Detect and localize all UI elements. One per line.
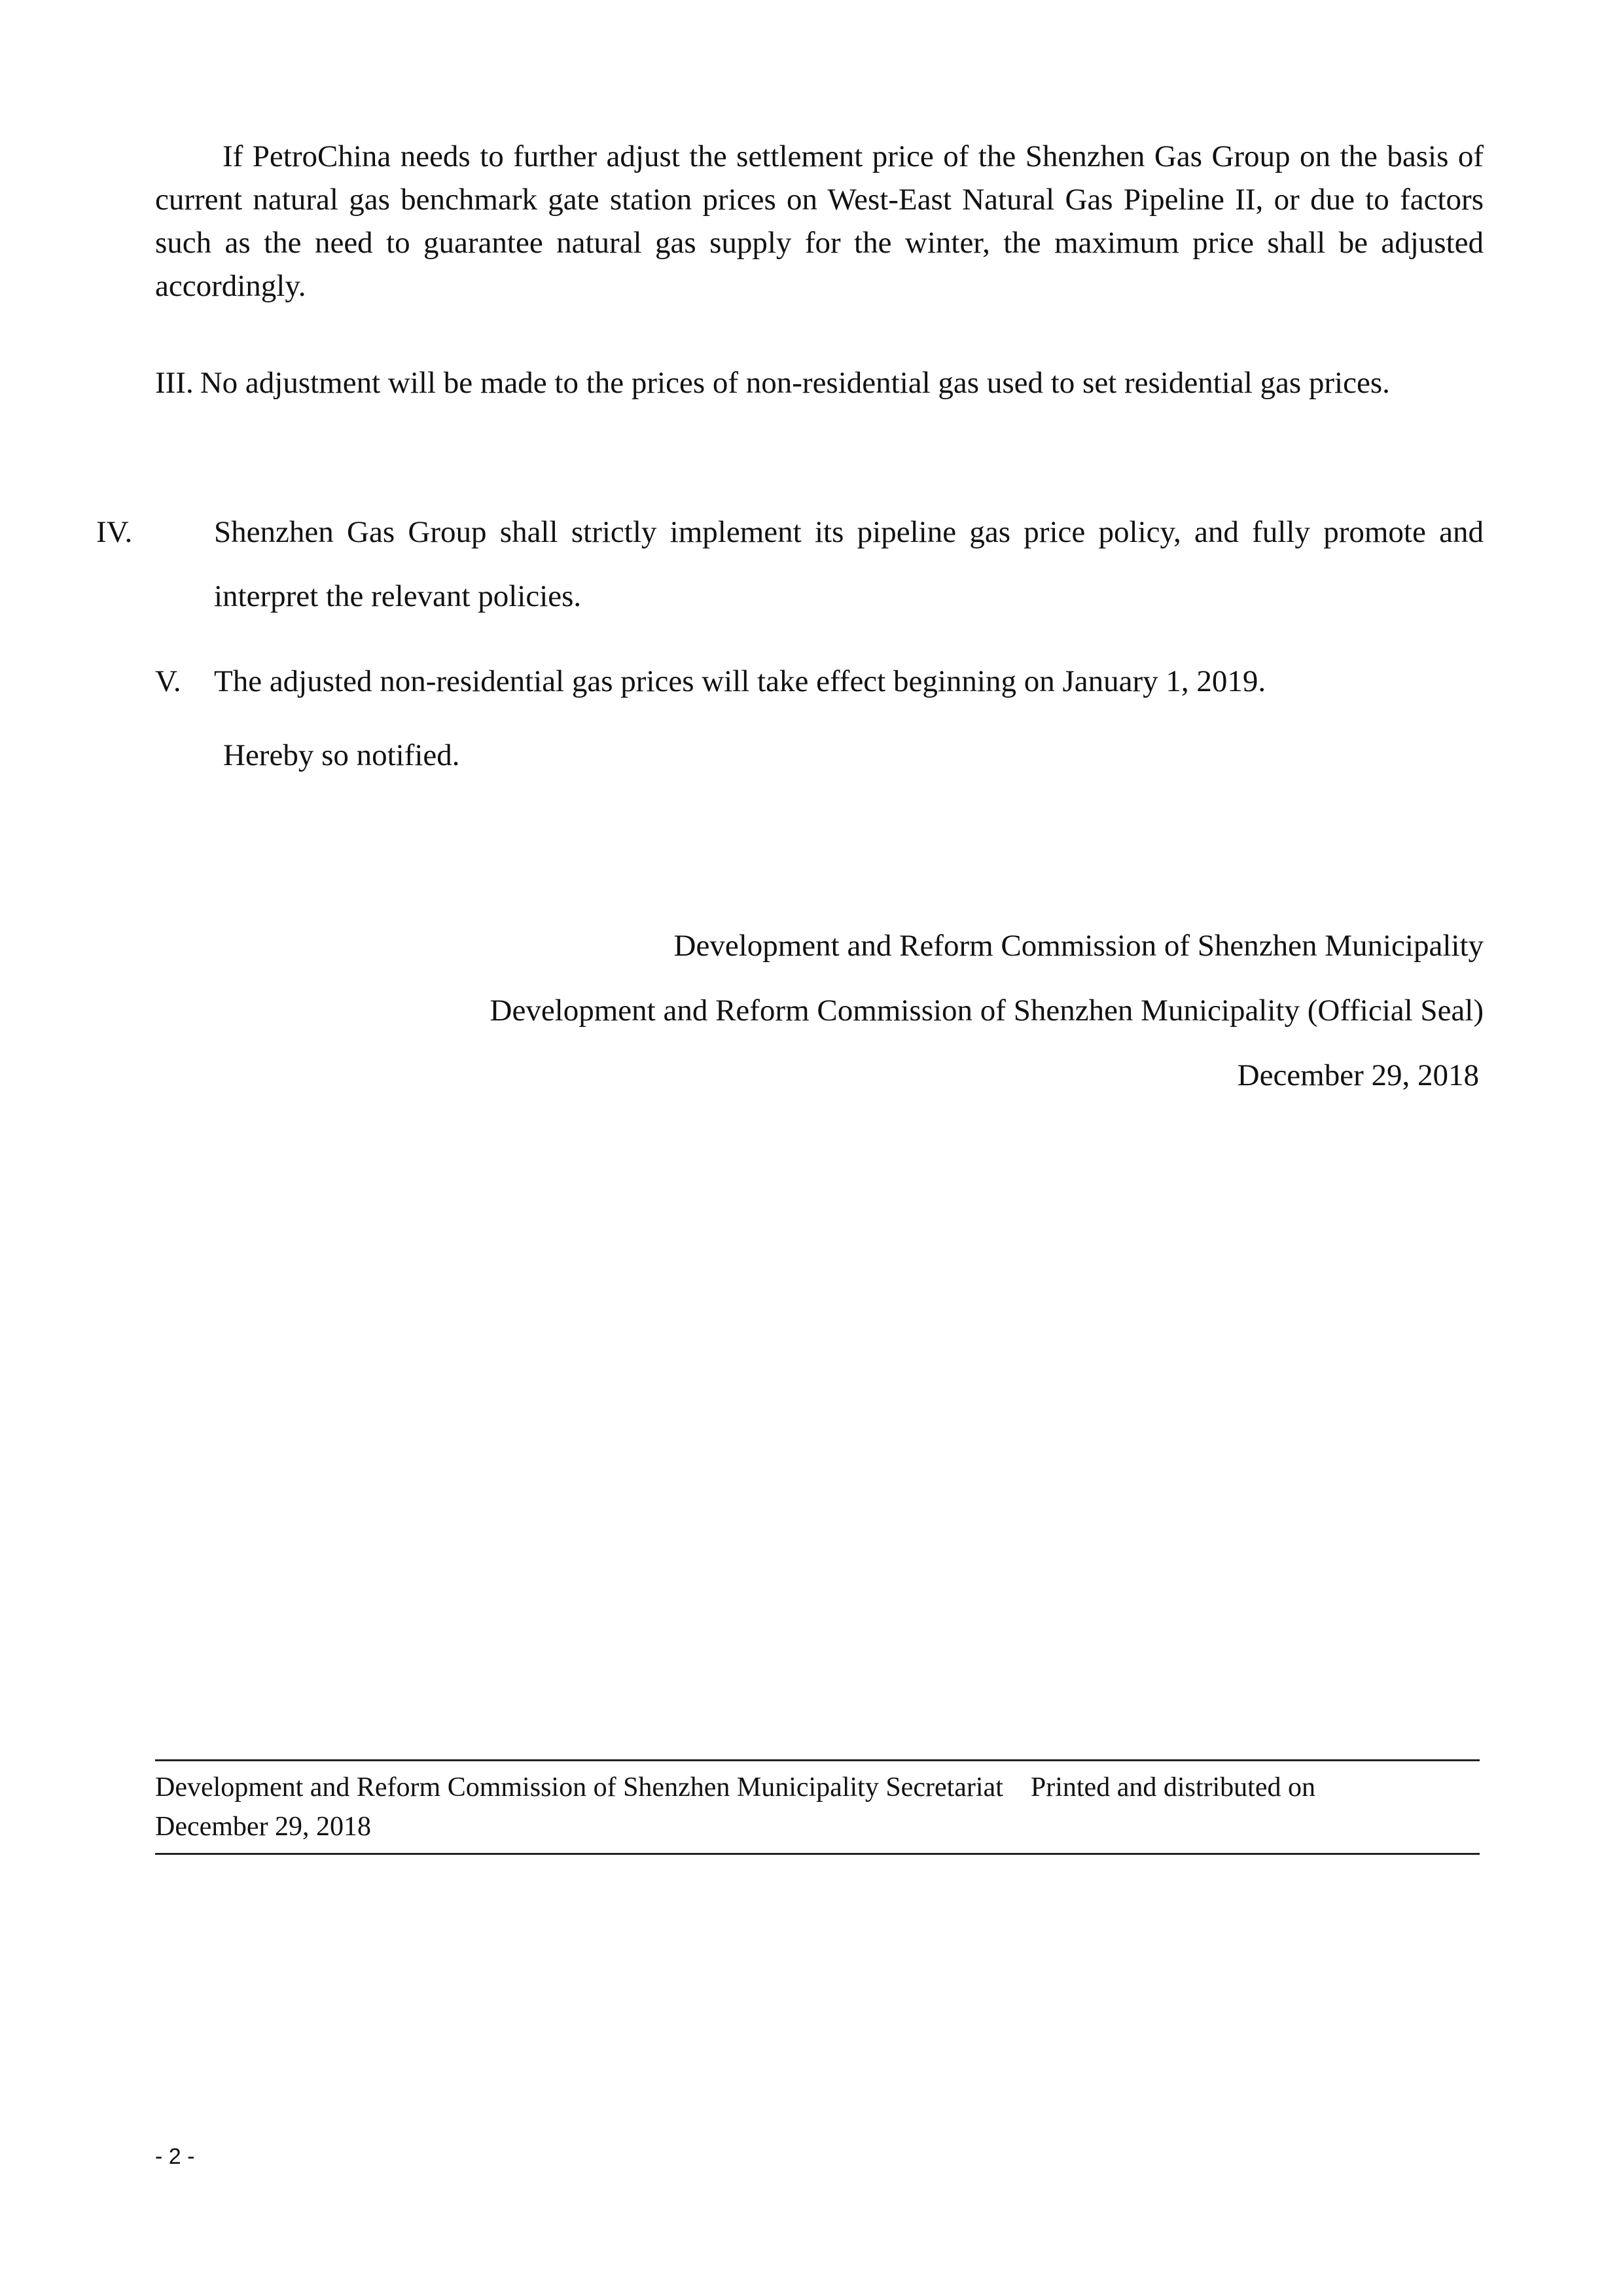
footer-top-rule (155, 1759, 1480, 1761)
footer-distribution: Printed and distributed on (1030, 1772, 1315, 1803)
item-number: IV. (96, 515, 133, 549)
footer-office: Development and Reform Commission of Shenzhen Municipality Secretariat (155, 1772, 1003, 1803)
item-text: No adjustment will be made to the prices of non-residential gas used to set residential gas prices. (200, 366, 1390, 400)
footer-bottom-rule (155, 1853, 1480, 1855)
official-seal-line: Development and Reform Commission of Shenzhen Municipality (Official Seal) (490, 994, 1484, 1028)
footer-date: December 29, 2018 (155, 1812, 372, 1842)
signature-date: December 29, 2018 (1237, 1058, 1479, 1092)
item-text: The adjusted non-residential gas prices will take effect beginning on January 1, 2019. (214, 664, 1266, 698)
item-number: V. (155, 664, 181, 698)
list-item-iv (96, 500, 1484, 628)
footer-distribution-note (155, 1768, 1480, 1846)
item-number: III. (155, 366, 194, 400)
paragraph-price-adjustment: If PetroChina needs to further adjust the settlement price of the Shenzhen Gas Group on the basis of current natural gas benchmark gate station prices on West-East Natural Gas Pipeline II, or due to factors such as the need to guarantee natural gas supply for the winter, the maximum price shall be adjusted accordingly. (155, 139, 1484, 303)
list-item-v (155, 649, 1484, 713)
closing-line: Hereby so notified. (223, 738, 460, 772)
issuer-name: Development and Reform Commission of Shenzhen Municipality (673, 929, 1484, 963)
item-text: Shenzhen Gas Group shall strictly implement its pipeline gas price policy, and fully promote and interpret the relevant policies. (214, 515, 1484, 613)
page-number: - 2 - (155, 2144, 195, 2169)
list-item-iii (155, 351, 1484, 415)
